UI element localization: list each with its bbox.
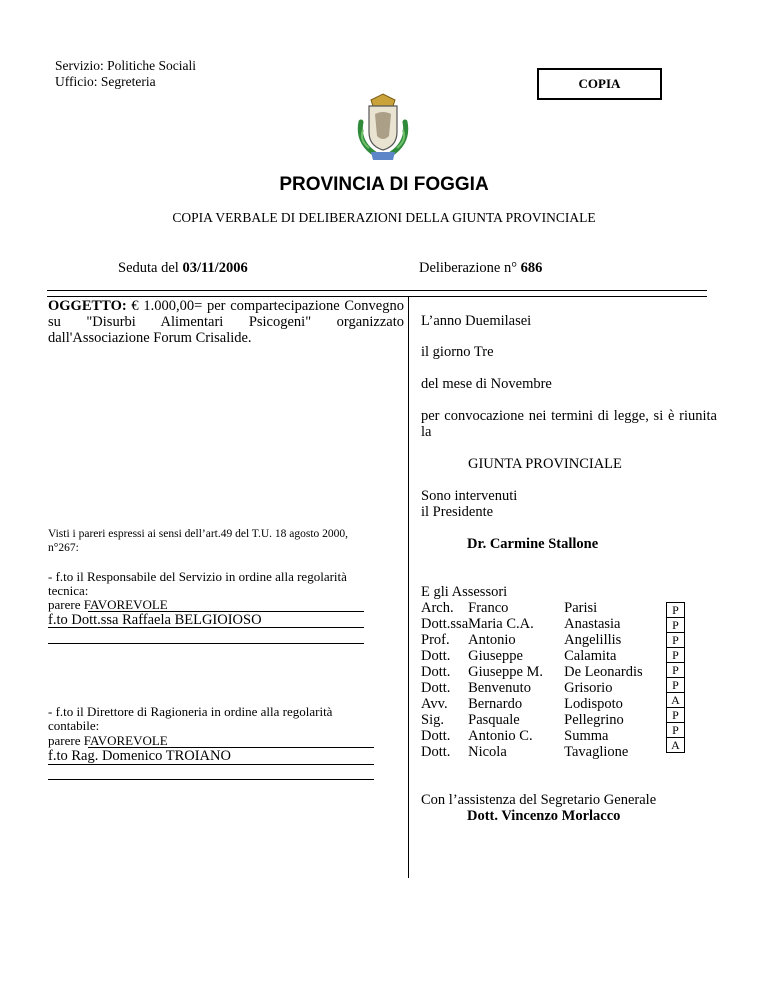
presence-status: P	[667, 708, 685, 723]
presence-status: P	[667, 663, 685, 678]
contabile-parere-value: FAVOREVOLE	[83, 733, 168, 748]
assistenza-text: Con l’assistenza del Segretario Generale	[421, 792, 657, 808]
provincia-emblem-logo	[353, 92, 413, 164]
oggetto-block	[48, 298, 404, 346]
presence-status: P	[667, 678, 685, 693]
contabile-intro: - f.to il Direttore di Ragioneria in ordine alla regolarità contabile:	[48, 704, 333, 733]
presence-row	[667, 618, 685, 633]
oggetto-label: OGGETTO:	[48, 298, 127, 314]
assessore-title: Dott.ssa	[421, 616, 469, 632]
intervenuti-text: Sono intervenuti	[421, 488, 518, 504]
seduta-line	[118, 260, 248, 277]
assessore-name: Giuseppe M.	[468, 664, 544, 680]
assessore-row	[421, 728, 643, 744]
giorno-text: il giorno Tre	[421, 344, 494, 360]
assessore-row	[421, 632, 643, 648]
assessore-row	[421, 744, 643, 760]
assessore-surname: Lodispoto	[564, 696, 623, 712]
assessore-surname: Tavaglione	[564, 744, 629, 760]
contabile-bottom-rule	[48, 779, 374, 780]
mese-text: del mese di Novembre	[421, 376, 552, 392]
assessore-title: Sig.	[421, 712, 444, 728]
deliberazione-line	[419, 260, 542, 277]
page-subtitle: COPIA VERBALE DI DELIBERAZIONI DELLA GIUNTA PROVINCIALE	[172, 210, 596, 225]
assessore-name: Antonio C.	[468, 728, 533, 744]
oggetto-text: € 1.000,00= per compartecipazione Convegno su "Disurbi Alimentari Psicogeni" organizzato dall'Associazione Forum Crisalide.	[48, 298, 404, 346]
assessore-name: Benvenuto	[468, 680, 531, 696]
contabile-firma: f.to Rag. Domenico TROIANO	[48, 748, 231, 764]
servizio-label: Servizio: Politiche Sociali	[55, 58, 196, 73]
assessori-list	[421, 600, 643, 760]
assessore-surname: Summa	[564, 728, 609, 744]
assessore-row	[421, 616, 643, 632]
presence-status: P	[667, 618, 685, 633]
assessore-name: Bernardo	[468, 696, 523, 712]
giunta-label: GIUNTA PROVINCIALE	[468, 456, 622, 472]
assessore-surname: Parisi	[564, 600, 598, 616]
presence-status: P	[667, 723, 685, 738]
assessore-name: Nicola	[468, 744, 507, 760]
assessore-surname: Grisorio	[564, 680, 613, 696]
assessore-name: Pasquale	[468, 712, 520, 728]
presence-row	[667, 678, 685, 693]
presence-table	[666, 602, 685, 753]
assessore-title: Dott.	[421, 680, 451, 696]
copia-badge: COPIA	[537, 68, 662, 100]
assessore-surname: Anastasia	[564, 616, 621, 632]
presidente-name: Dr. Carmine Stallone	[467, 536, 599, 552]
assessore-name: Maria C.A.	[468, 616, 534, 632]
presence-row	[667, 603, 685, 618]
assessore-row	[421, 648, 643, 664]
contabile-parere-label: parere	[48, 733, 84, 748]
assessore-surname: Angelillis	[564, 632, 622, 648]
tecnico-intro: - f.to il Responsabile del Servizio in ordine alla regolarità tecnica:	[48, 569, 347, 598]
anno-text: L’anno Duemilasei	[421, 313, 532, 329]
contabile-parere-line	[48, 734, 368, 748]
presence-row	[667, 708, 685, 723]
assessore-title: Avv.	[421, 696, 448, 712]
presence-row	[667, 648, 685, 663]
tecnico-firma-rule	[48, 627, 364, 628]
assessori-label: E gli Assessori	[421, 584, 508, 600]
pareri-intro: Visti i pareri espressi ai sensi dell’art.49 del T.U. 18 agosto 2000, n°267:	[48, 528, 349, 554]
tecnico-blank-rule	[48, 643, 364, 644]
presence-row	[667, 633, 685, 648]
oggetto-top-rule	[47, 296, 408, 297]
tecnico-parere-line	[48, 598, 364, 612]
assessore-name: Franco	[468, 600, 509, 616]
presence-status: P	[667, 633, 685, 648]
page-title: PROVINCIA DI FOGGIA	[279, 174, 489, 195]
assessore-title: Dott.	[421, 744, 451, 760]
tecnico-firma: f.to Dott.ssa Raffaela BELGIOIOSO	[48, 612, 262, 628]
contabile-firma-rule	[48, 764, 374, 765]
assessore-title: Dott.	[421, 664, 451, 680]
assessore-row	[421, 680, 643, 696]
seduta-date: 03/11/2006	[182, 260, 248, 276]
deliberazione-number: 686	[520, 260, 543, 276]
presidente-label: il Presidente	[421, 504, 494, 520]
column-divider	[408, 296, 409, 878]
tecnico-parere-value: FAVOREVOLE	[83, 597, 168, 612]
tecnico-parere-label: parere	[48, 597, 84, 612]
assessore-surname: De Leonardis	[564, 664, 643, 680]
assessore-title: Dott.	[421, 728, 451, 744]
presence-status: P	[667, 603, 685, 618]
header-separator	[47, 290, 707, 291]
assessore-surname: Pellegrino	[564, 712, 624, 728]
assessore-surname: Calamita	[564, 648, 617, 664]
assessore-row	[421, 664, 643, 680]
assessore-row	[421, 696, 643, 712]
presence-status: A	[667, 738, 685, 753]
deliberazione-label: Deliberazione n°	[419, 260, 521, 276]
assessore-title: Dott.	[421, 648, 451, 664]
presence-status: P	[667, 648, 685, 663]
assessore-row	[421, 712, 643, 728]
assessore-title: Arch.	[421, 600, 454, 616]
segretario-name: Dott. Vincenzo Morlacco	[467, 808, 621, 824]
presence-column	[666, 602, 685, 753]
convocazione-text: per convocazione nei termini di legge, si è riunita la	[421, 408, 717, 440]
assessore-name: Giuseppe	[468, 648, 523, 664]
assessore-row	[421, 600, 643, 616]
assessore-name: Antonio	[468, 632, 516, 648]
presence-row	[667, 723, 685, 738]
seduta-label: Seduta del	[118, 260, 183, 276]
presence-row	[667, 693, 685, 708]
assessori-table	[421, 600, 643, 760]
presence-row	[667, 738, 685, 753]
presence-status: A	[667, 693, 685, 708]
assessore-title: Prof.	[421, 632, 450, 648]
right-top-rule	[408, 296, 707, 297]
presence-row	[667, 663, 685, 678]
ufficio-label: Ufficio: Segreteria	[55, 74, 156, 89]
